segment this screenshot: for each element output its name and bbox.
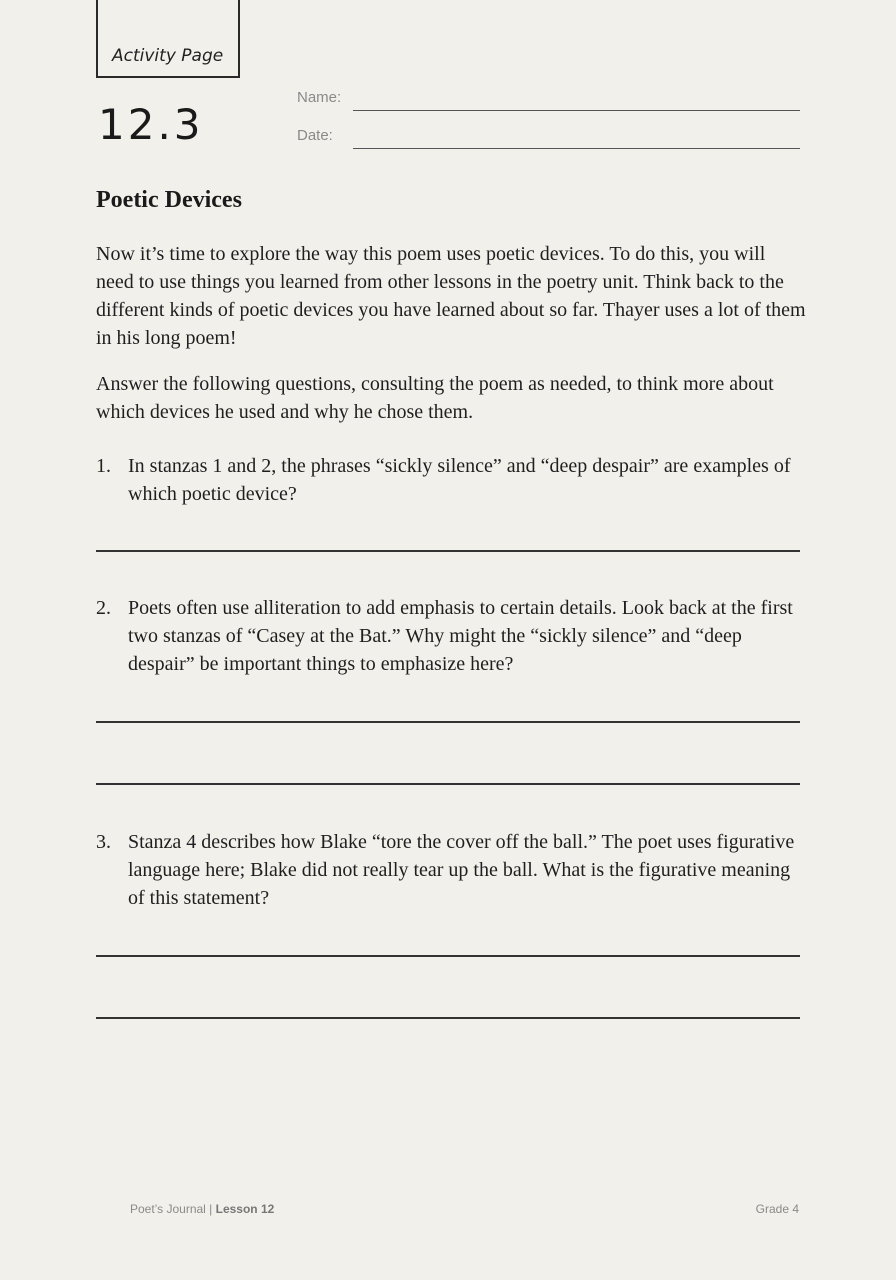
footer-grade: Grade 4	[755, 1202, 799, 1216]
answer-line-3a[interactable]	[96, 955, 800, 957]
question-number: 3.	[96, 831, 111, 853]
lesson-number: 12.3	[98, 100, 204, 149]
answer-line-2a[interactable]	[96, 721, 800, 723]
footer-lesson: Lesson 12	[215, 1202, 275, 1216]
date-field[interactable]	[297, 127, 800, 149]
question-number: 2.	[96, 597, 111, 619]
answer-line-2b[interactable]	[96, 783, 800, 785]
intro-paragraph-1: Now it’s time to explore the way this poem uses poetic devices. To do this, you will need to use things you learned from other lessons in the poetry unit. Think back to the different kinds of poetic devices you have learned about so far. Thayer uses a lot of them in his long poem!	[96, 243, 806, 349]
name-line	[353, 110, 800, 111]
footer-left	[130, 1202, 274, 1216]
date-label: Date:	[297, 127, 333, 144]
question-text: Stanza 4 describes how Blake “tore the cover off the ball.” The poet uses figurative language here; Blake did not really tear up the ball. What is the figurative meaning of this statement?	[128, 831, 795, 909]
question-text: In stanzas 1 and 2, the phrases “sickly silence” and “deep despair” are examples of which poetic device?	[128, 455, 791, 505]
page-title: Poetic Devices	[96, 187, 242, 213]
answer-line-1[interactable]	[96, 550, 800, 552]
answer-line-3b[interactable]	[96, 1017, 800, 1019]
name-label: Name:	[297, 89, 342, 106]
activity-page-label: Activity Page	[112, 46, 224, 66]
footer-journal: Poet’s Journal	[130, 1202, 206, 1216]
name-field[interactable]	[297, 89, 800, 111]
footer-separator: |	[205, 1202, 216, 1216]
activity-page-tab	[96, 0, 240, 78]
date-line	[353, 148, 800, 149]
question-number: 1.	[96, 455, 111, 477]
question-text: Poets often use alliteration to add emphasis to certain details. Look back at the first two stanzas of “Casey at the Bat.” Why might the “sickly silence” and “deep despair” be important things to emphasize here?	[128, 597, 793, 675]
intro-paragraph-2: Answer the following questions, consulting the poem as needed, to think more about which devices he used and why he chose them.	[96, 373, 774, 423]
